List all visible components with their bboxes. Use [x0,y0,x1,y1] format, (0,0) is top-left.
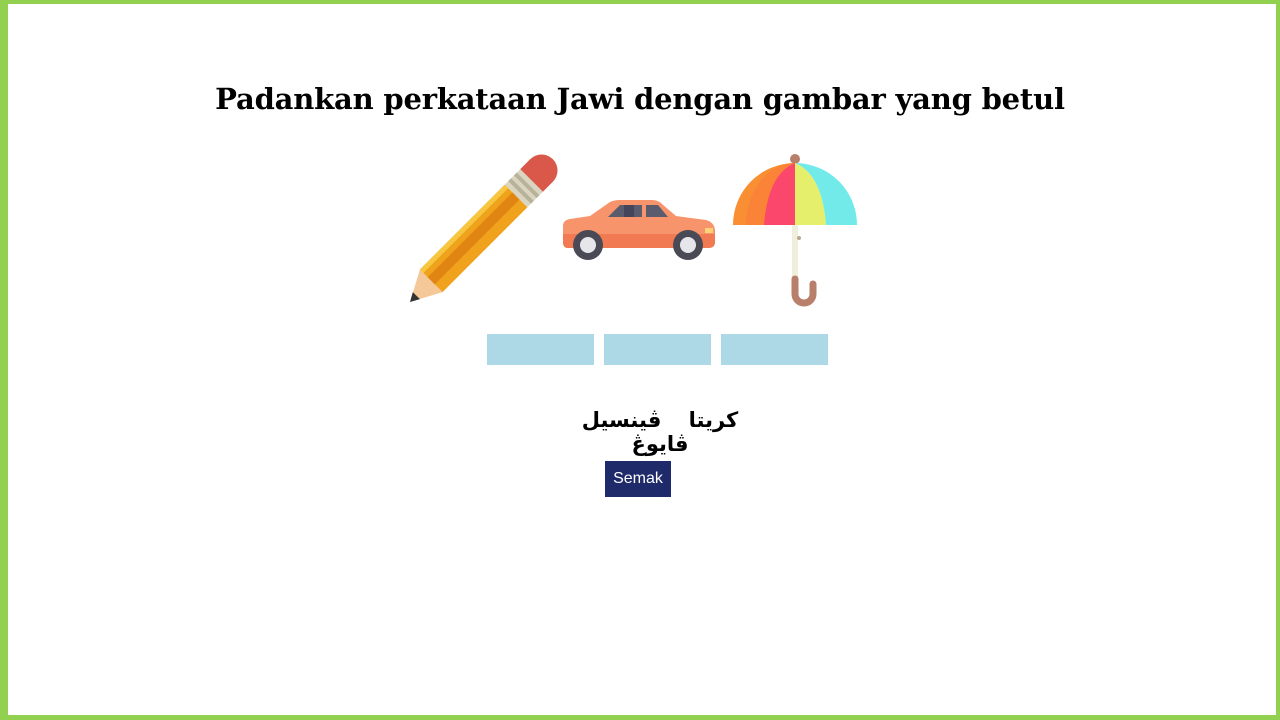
word-pensel[interactable]: ڤينسيل [581,408,662,432]
word-kereta[interactable]: كريتا [688,408,739,432]
pencil-icon [400,150,565,312]
answer-slot-2[interactable] [604,334,711,365]
check-button[interactable]: Semak [605,461,671,497]
word-bank [540,408,780,456]
page-title: Padankan perkataan Jawi dengan gambar yang betul [215,82,1065,116]
answer-slot-1[interactable] [487,334,594,365]
car-icon [560,198,718,264]
umbrella-icon [732,154,860,310]
answer-slot-3[interactable] [721,334,828,365]
word-payung[interactable]: ڤايوڠ [631,432,689,456]
